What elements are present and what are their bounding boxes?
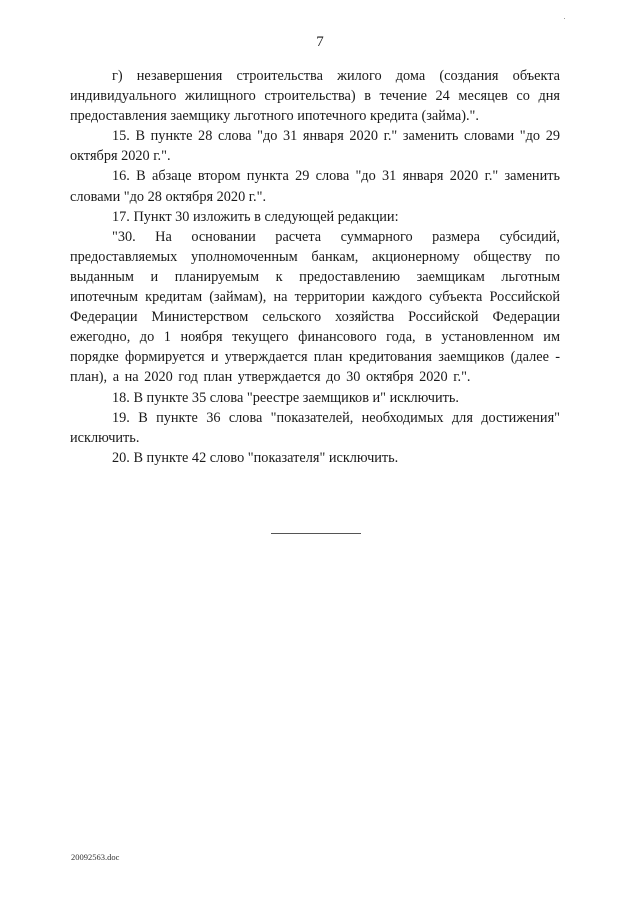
end-divider	[271, 533, 361, 534]
paragraph-item-15: 15. В пункте 28 слова "до 31 января 2020 г." заменить словами "до 29 октября 2020 г.".	[70, 128, 560, 165]
paragraph-item-16: 16. В абзаце втором пункта 29 слова "до 31 января 2020 г." заменить словами "до 28 октября 2020 г.".	[70, 168, 560, 205]
paragraph-item-g: г) незавершения строительства жилого дома (создания объекта индивидуального жилищного строительства) в течение 24 месяцев со дня предоставления заемщику льготного ипотечного кредита (займа).".	[70, 68, 560, 125]
paragraph-item-18: 18. В пункте 35 слова "реестре заемщиков и" исключить.	[112, 389, 459, 406]
paragraph-item-20: 20. В пункте 42 слово "показателя" исключить.	[112, 449, 399, 466]
page-number: 7	[316, 34, 324, 50]
scan-speck	[564, 18, 565, 19]
paragraph-item-19: 19. В пункте 36 слова "показателей, необходимых для достижения" исключить.	[70, 409, 560, 446]
document-body	[70, 66, 560, 468]
paragraph-item-30-quote: "30. На основании расчета суммарного размера субсидий, предоставляемых уполномоченным банкам, акционерному обществу по выданным и планируемым к предоставлению заемщикам льготным ипотечным кредитам (займам), на территории каждого субъекта Российской Федерации Министерством сельского хозяйства Российской Федерации ежегодно, до 1 ноября текущего финансового года, в установленном им порядке формируется и утверждается план кредитования заемщиков (далее - план), а на 2020 год план утверждается до 30 октября 2020 г.".	[70, 228, 560, 386]
paragraph-item-17: 17. Пункт 30 изложить в следующей редакции:	[112, 208, 399, 225]
footer-file-name: 20092563.doc	[71, 852, 120, 862]
